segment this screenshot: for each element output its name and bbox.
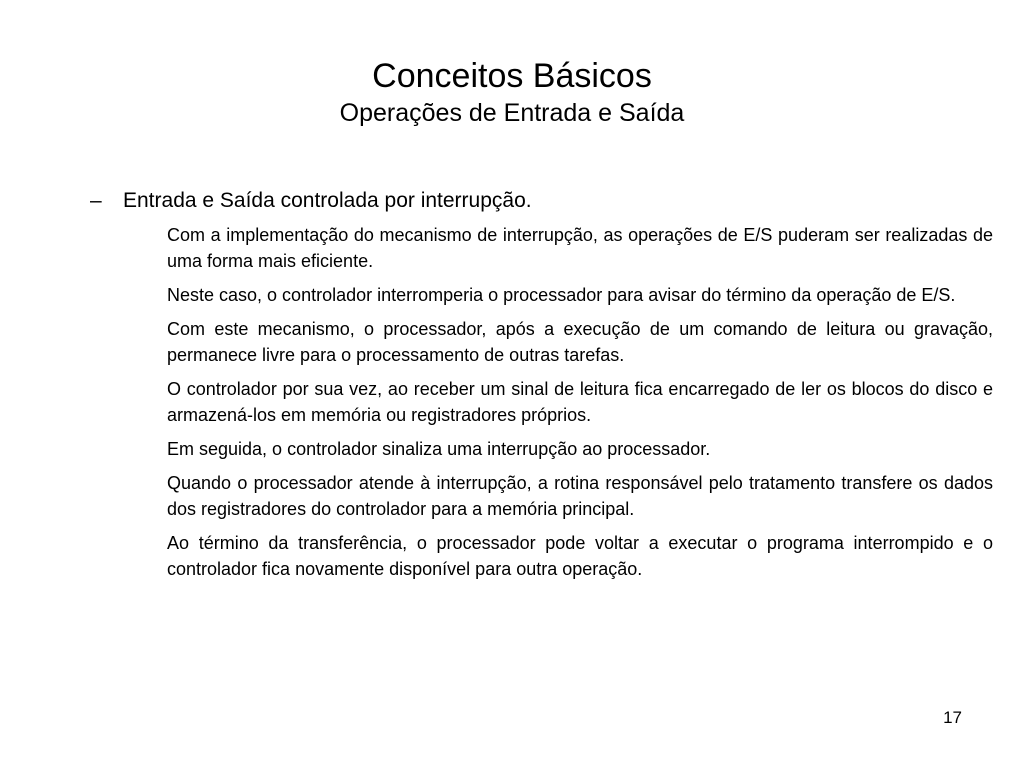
paragraph-2: Neste caso, o controlador interromperia o processador para avisar do término da operação de E/S.: [167, 285, 956, 305]
level1-bullet: [90, 187, 990, 215]
paragraph-3: Com este mecanismo, o processador, após a execução de um comando de leitura ou gravação, permanece livre para o processamento de outras tarefas.: [167, 319, 993, 365]
slide-subtitle: Operações de Entrada e Saída: [339, 99, 685, 127]
paragraph-4: O controlador por sua vez, ao receber um sinal de leitura fica encarregado de ler os blocos do disco e armazená-los em memória ou registradores próprios.: [167, 379, 993, 425]
paragraph-7: Ao término da transferência, o processador pode voltar a executar o programa interrompido e o controlador fica novamente disponível para outra operação.: [167, 533, 993, 579]
level2-paragraphs: [167, 222, 993, 590]
paragraph-1: Com a implementação do mecanismo de interrupção, as operações de E/S puderam ser realizadas de uma forma mais eficiente.: [167, 225, 993, 271]
title-block: [0, 55, 1024, 129]
bullet-dash-marker: –: [90, 189, 102, 212]
page-number: 17: [943, 708, 962, 727]
paragraph-6: Quando o processador atende à interrupção, a rotina responsável pelo tratamento transfere os dados dos registradores do controlador para a memória principal.: [167, 473, 993, 519]
paragraph-5: Em seguida, o controlador sinaliza uma interrupção ao processador.: [167, 439, 711, 459]
level1-bullet-text: Entrada e Saída controlada por interrupção.: [123, 189, 532, 212]
slide-title: Conceitos Básicos: [372, 57, 652, 95]
